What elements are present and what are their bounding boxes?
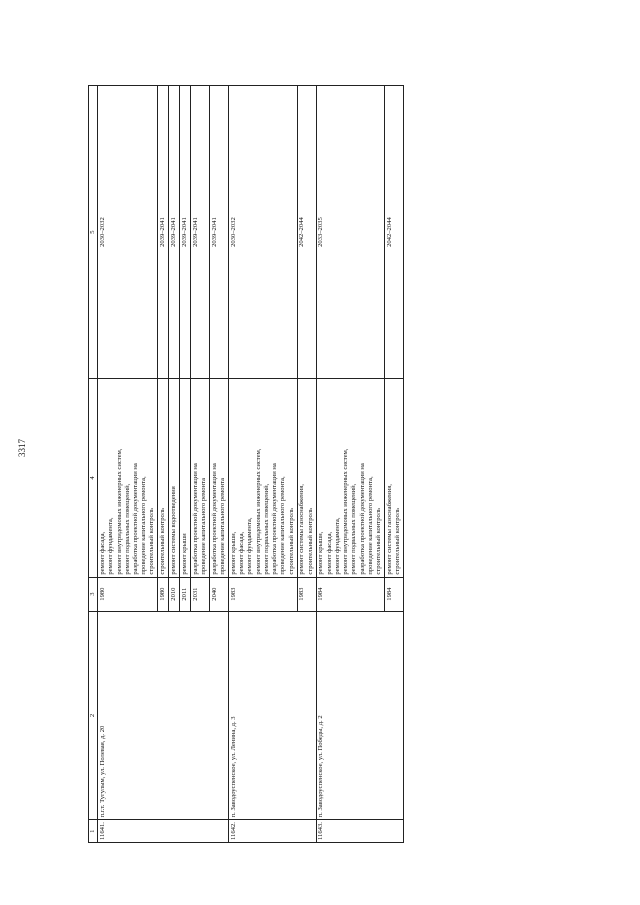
work-line: строительный контроль [306,507,314,575]
work-period: 2033–2035 [316,86,384,379]
header-row [89,86,98,843]
work-line: ремонт подвальных помещений, [123,483,131,575]
table-rotator [88,85,520,843]
work-line: ремонт фундамента, [246,517,254,575]
work-line: проведение капитального ремонта, [366,476,374,575]
work-year: 1980 [158,577,169,611]
rotated-table-frame [88,85,520,843]
work-line: строительный контроль [375,507,383,575]
work-line: проведение капитального ремонта [199,478,207,575]
work-line: строительный контроль [287,507,295,575]
work-list [229,379,297,578]
work-line: проведение капитального ремонта, [140,476,148,575]
work-line: ремонт крыши, [317,531,325,575]
work-line: ремонт крыши [180,533,188,575]
work-period: 2030–2032 [98,86,158,379]
header-col-3: 3 [89,577,98,611]
work-line: ремонт системы газоснабжения, [298,484,306,575]
work-line: разработка проектной документации на [271,463,279,575]
work-line: разработка проектной документации на [131,463,139,575]
work-line: строительный контроль [159,507,167,575]
work-line: ремонт внутридомовых инженерных систем, [342,448,350,575]
table-body [98,86,404,843]
entry-number: 11641. [98,820,229,843]
table-row [98,86,158,843]
header-col-2: 2 [89,611,98,820]
table-row [316,86,384,843]
work-year: 2031 [190,577,209,611]
work-period: 2039–2041 [169,86,180,379]
work-list [210,379,229,578]
work-line: ремонт подвальных помещений, [262,483,270,575]
work-line: ремонт внутридомовых инженерных систем, [115,448,123,575]
work-line: ремонт фасада, [238,531,246,575]
work-line: ремонт крыши, [229,531,237,575]
work-year: 1980 [98,577,158,611]
work-period: 2039–2041 [158,86,169,379]
work-line: ремонт фундамента, [333,517,341,575]
entry-number: 11643. [316,820,404,843]
work-list [158,379,169,578]
work-line: проведение капитального ремонта [219,478,227,575]
work-list [169,379,180,578]
work-line: строительный контроль [394,507,402,575]
header-col-1: 1 [89,820,98,843]
table-row [229,86,297,843]
page-number: 3317 [17,439,27,457]
work-list [316,379,384,578]
work-line: ремонт системы водоотведения [170,486,178,575]
work-list [180,379,191,578]
work-year: 2040 [210,577,229,611]
work-period: 2042–2044 [385,86,404,379]
work-line: ремонт фасада, [325,531,333,575]
header-col-5: 5 [89,86,98,379]
work-year: 1984 [385,577,404,611]
work-line: ремонт подвальных помещений, [350,483,358,575]
work-line: ремонт фасада, [99,531,107,575]
work-year: 1983 [297,577,316,611]
work-line: ремонт системы газоснабжения, [385,484,393,575]
work-period: 2039–2041 [180,86,191,379]
entry-address: п. Заводоуспенское, ул. Победы, д. 2 [316,611,404,820]
work-year: 1984 [316,577,384,611]
work-list [190,379,209,578]
work-period: 2030–2032 [229,86,297,379]
work-period: 2039–2041 [190,86,209,379]
work-period: 2042–2044 [297,86,316,379]
work-line: разработка проектной документации на [191,463,199,575]
entry-number: 11642. [229,820,317,843]
work-line: строительный контроль [148,507,156,575]
work-line: разработка проектной документации на [210,463,218,575]
work-year: 2011 [180,577,191,611]
work-year: 1983 [229,577,297,611]
work-line: ремонт фундамента, [107,517,115,575]
work-line: проведение капитального ремонта, [279,476,287,575]
work-year: 2010 [169,577,180,611]
work-line: ремонт внутридомовых инженерных систем, [254,448,262,575]
header-col-4: 4 [89,379,98,578]
work-list [385,379,404,578]
work-list [297,379,316,578]
work-list [98,379,158,578]
entry-address: п. Заводоуспенское, ул. Ленина, д. 3 [229,611,317,820]
repair-schedule-table [88,85,404,843]
entry-address: п.г.т. Тугулым, ул. Полевая, д. 20 [98,611,229,820]
work-period: 2039–2041 [210,86,229,379]
work-line: разработка проектной документации на [358,463,366,575]
